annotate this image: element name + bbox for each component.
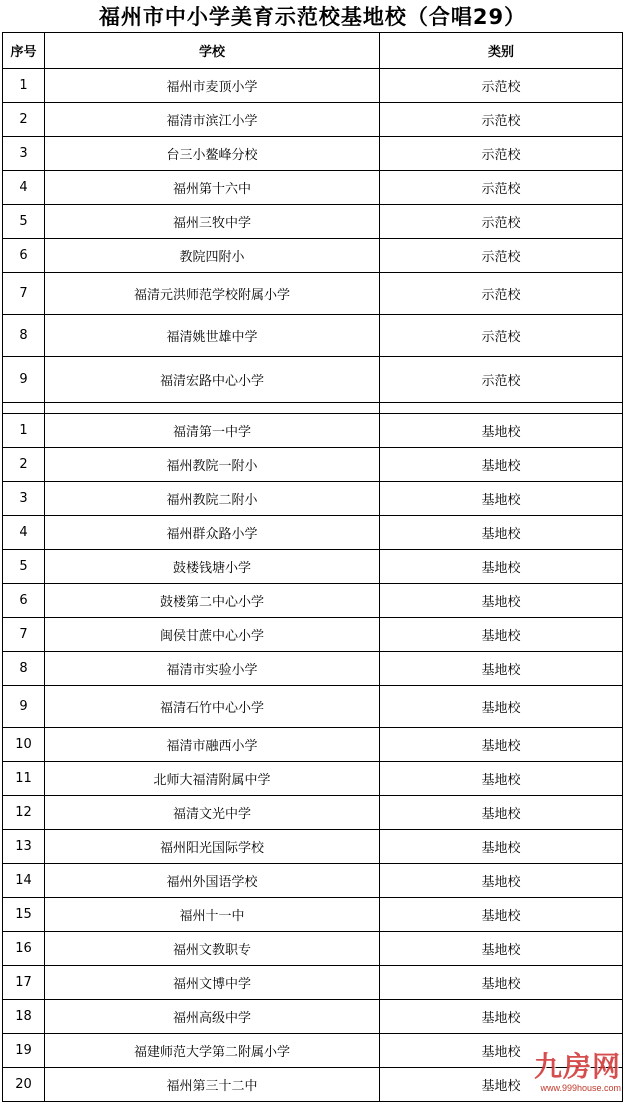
cell-no: 16 — [3, 932, 45, 966]
cell-category — [380, 403, 623, 414]
table-row — [3, 796, 623, 830]
cell-category: 基地校 — [380, 1034, 623, 1068]
table-row — [3, 482, 623, 516]
cell-no: 3 — [3, 482, 45, 516]
table-row — [3, 273, 623, 315]
cell-category: 基地校 — [380, 830, 623, 864]
cell-school: 福清文光中学 — [45, 796, 380, 830]
cell-category: 基地校 — [380, 482, 623, 516]
cell-no: 6 — [3, 239, 45, 273]
cell-school: 福州文教职专 — [45, 932, 380, 966]
cell-no: 15 — [3, 898, 45, 932]
cell-no: 13 — [3, 830, 45, 864]
table-row — [3, 414, 623, 448]
cell-category: 基地校 — [380, 584, 623, 618]
cell-no: 6 — [3, 584, 45, 618]
cell-no: 7 — [3, 618, 45, 652]
cell-no: 17 — [3, 966, 45, 1000]
cell-no: 14 — [3, 864, 45, 898]
cell-school: 福清市实验小学 — [45, 652, 380, 686]
table-row — [3, 205, 623, 239]
table-row — [3, 239, 623, 273]
cell-category: 基地校 — [380, 1000, 623, 1034]
table-row — [3, 103, 623, 137]
cell-no: 2 — [3, 448, 45, 482]
table-row — [3, 550, 623, 584]
table-row — [3, 830, 623, 864]
cell-school: 北师大福清附属中学 — [45, 762, 380, 796]
cell-category: 基地校 — [380, 932, 623, 966]
header-no: 序号 — [3, 33, 45, 69]
cell-no: 10 — [3, 728, 45, 762]
cell-school: 福州阳光国际学校 — [45, 830, 380, 864]
cell-no: 2 — [3, 103, 45, 137]
cell-school — [45, 403, 380, 414]
table-header-row — [3, 33, 623, 69]
cell-school: 福清第一中学 — [45, 414, 380, 448]
cell-school: 福州三牧中学 — [45, 205, 380, 239]
cell-school: 福清元洪师范学校附属小学 — [45, 273, 380, 315]
cell-category: 基地校 — [380, 618, 623, 652]
cell-school: 福清宏路中心小学 — [45, 357, 380, 403]
header-school: 学校 — [45, 33, 380, 69]
table-row — [3, 1000, 623, 1034]
cell-no: 19 — [3, 1034, 45, 1068]
table-row — [3, 448, 623, 482]
table-row — [3, 69, 623, 103]
cell-school: 福清市融西小学 — [45, 728, 380, 762]
cell-school: 福州高级中学 — [45, 1000, 380, 1034]
header-category: 类别 — [380, 33, 623, 69]
cell-school: 福清石竹中心小学 — [45, 686, 380, 728]
cell-category: 基地校 — [380, 686, 623, 728]
cell-category: 基地校 — [380, 796, 623, 830]
cell-no — [3, 403, 45, 414]
cell-school: 福州教院二附小 — [45, 482, 380, 516]
cell-no: 4 — [3, 171, 45, 205]
cell-category: 基地校 — [380, 728, 623, 762]
watermark-logo: 九房网 — [533, 1050, 621, 1083]
cell-category: 基地校 — [380, 516, 623, 550]
table-row — [3, 357, 623, 403]
cell-category: 示范校 — [380, 315, 623, 357]
cell-category: 示范校 — [380, 273, 623, 315]
cell-no: 9 — [3, 686, 45, 728]
table-row — [3, 762, 623, 796]
table-row — [3, 686, 623, 728]
cell-school: 台三小鳌峰分校 — [45, 137, 380, 171]
table-row — [3, 966, 623, 1000]
cell-category: 示范校 — [380, 69, 623, 103]
cell-school: 福州十一中 — [45, 898, 380, 932]
cell-no: 1 — [3, 414, 45, 448]
cell-school: 福州外国语学校 — [45, 864, 380, 898]
cell-category: 基地校 — [380, 864, 623, 898]
cell-category: 基地校 — [380, 652, 623, 686]
cell-category: 基地校 — [380, 762, 623, 796]
table-row — [3, 171, 623, 205]
table-row — [3, 315, 623, 357]
cell-school: 教院四附小 — [45, 239, 380, 273]
cell-no: 12 — [3, 796, 45, 830]
cell-no: 11 — [3, 762, 45, 796]
cell-no: 5 — [3, 205, 45, 239]
table-row — [3, 584, 623, 618]
cell-no: 1 — [3, 69, 45, 103]
cell-no: 3 — [3, 137, 45, 171]
cell-no: 5 — [3, 550, 45, 584]
cell-no: 7 — [3, 273, 45, 315]
cell-category: 基地校 — [380, 414, 623, 448]
cell-no: 8 — [3, 652, 45, 686]
cell-school: 鼓楼第二中心小学 — [45, 584, 380, 618]
cell-school: 福州教院一附小 — [45, 448, 380, 482]
cell-school: 福州市麦顶小学 — [45, 69, 380, 103]
table-row — [3, 864, 623, 898]
cell-school: 福清姚世雄中学 — [45, 315, 380, 357]
cell-category: 基地校 — [380, 448, 623, 482]
cell-school: 福州第十六中 — [45, 171, 380, 205]
cell-category: 基地校 — [380, 1068, 623, 1102]
cell-no: 8 — [3, 315, 45, 357]
table-row — [3, 137, 623, 171]
cell-category: 示范校 — [380, 171, 623, 205]
table-row — [3, 652, 623, 686]
cell-category: 示范校 — [380, 357, 623, 403]
cell-school: 福州文博中学 — [45, 966, 380, 1000]
cell-category: 基地校 — [380, 898, 623, 932]
cell-school: 福州第三十二中 — [45, 1068, 380, 1102]
table-body — [3, 69, 623, 1102]
cell-school: 闽侯甘蔗中心小学 — [45, 618, 380, 652]
table-row — [3, 516, 623, 550]
cell-school: 福清市滨江小学 — [45, 103, 380, 137]
cell-school: 福州群众路小学 — [45, 516, 380, 550]
cell-no: 18 — [3, 1000, 45, 1034]
cell-no: 20 — [3, 1068, 45, 1102]
watermark — [501, 1052, 621, 1096]
cell-category: 示范校 — [380, 103, 623, 137]
cell-category: 基地校 — [380, 550, 623, 584]
cell-no: 4 — [3, 516, 45, 550]
page-title: 福州市中小学美育示范校基地校（合唱29） — [98, 5, 527, 29]
cell-category: 示范校 — [380, 205, 623, 239]
table-row — [3, 618, 623, 652]
cell-category: 基地校 — [380, 966, 623, 1000]
cell-category: 示范校 — [380, 137, 623, 171]
table-row — [3, 932, 623, 966]
spacer-row — [3, 403, 623, 414]
cell-school: 鼓楼钱塘小学 — [45, 550, 380, 584]
cell-school: 福建师范大学第二附属小学 — [45, 1034, 380, 1068]
watermark-url: www.999house.com — [540, 1083, 621, 1093]
table-row — [3, 898, 623, 932]
table-row — [3, 728, 623, 762]
schools-table — [2, 32, 623, 1102]
cell-category: 示范校 — [380, 239, 623, 273]
cell-no: 9 — [3, 357, 45, 403]
